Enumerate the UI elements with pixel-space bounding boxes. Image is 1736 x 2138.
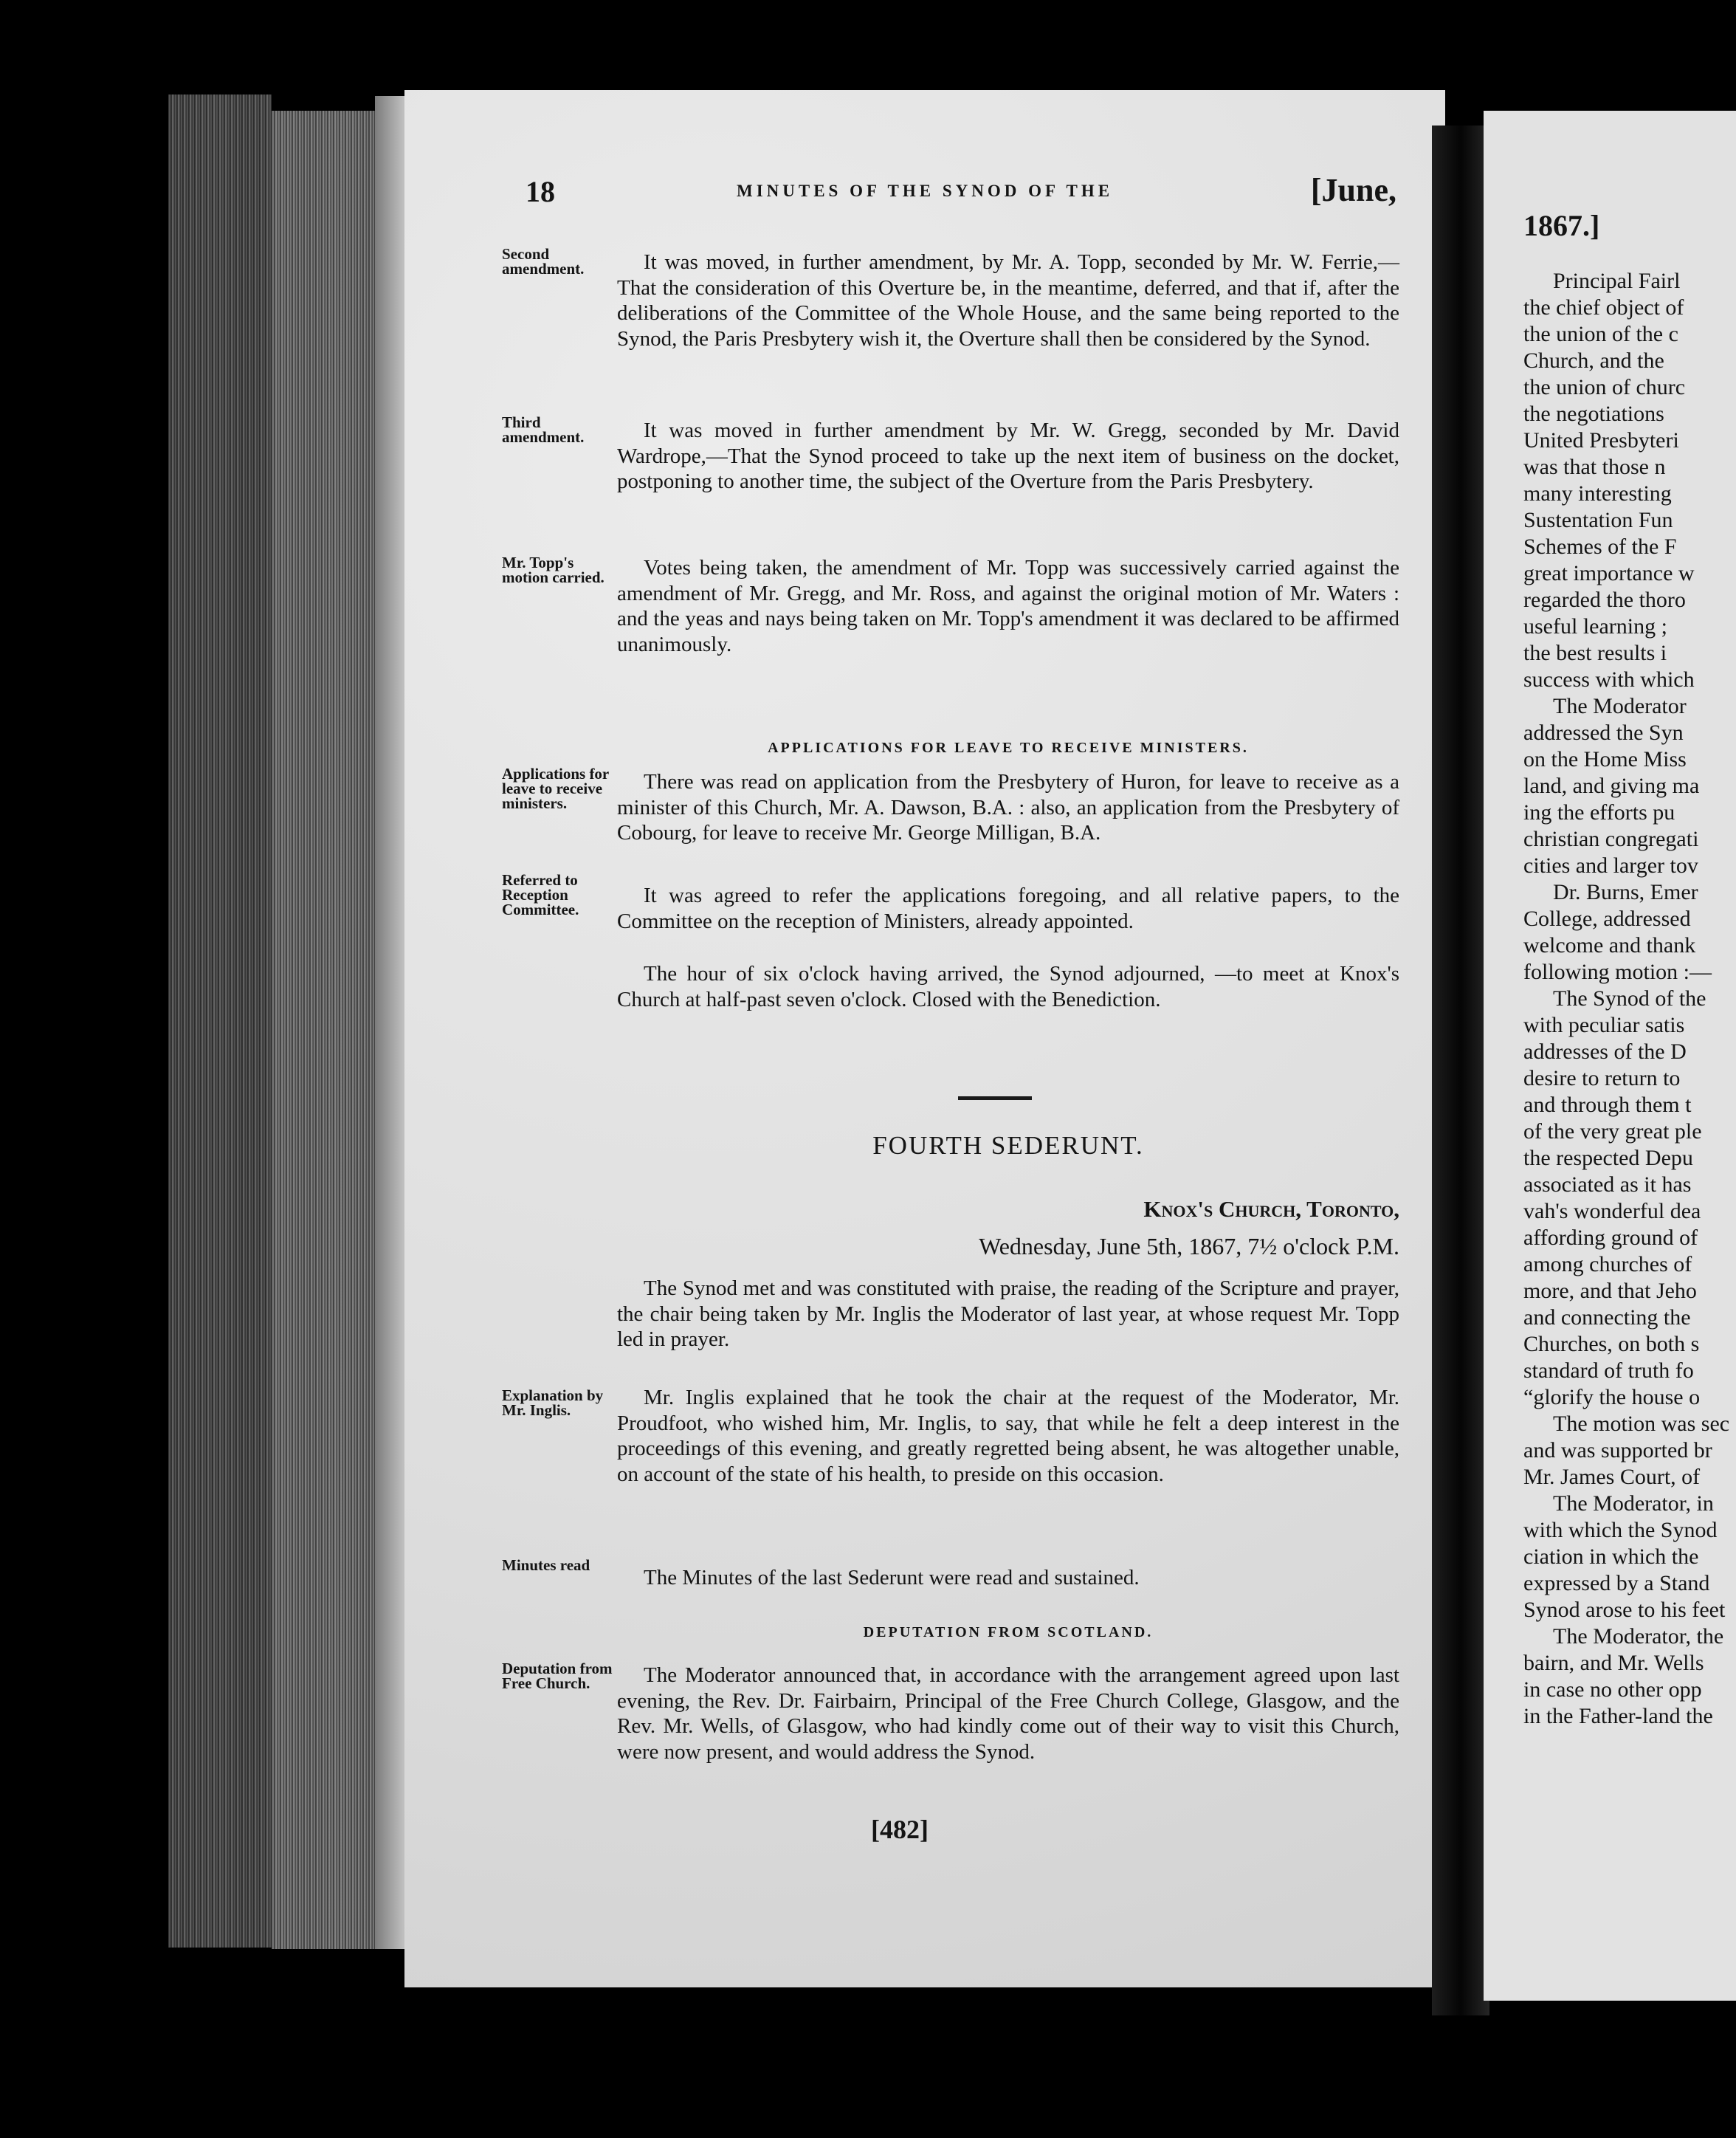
right-page-line: in the Father-land the bbox=[1523, 1704, 1713, 1728]
paragraph-referred bbox=[617, 883, 1399, 934]
paragraph-third-amendment bbox=[617, 418, 1399, 495]
paragraph-applications bbox=[617, 769, 1399, 846]
section-divider bbox=[958, 1096, 1032, 1100]
right-page-line: land, and giving ma bbox=[1523, 774, 1700, 798]
paragraph-second-amendment bbox=[617, 250, 1399, 351]
running-head bbox=[526, 171, 1396, 216]
margin-note-second-amendment: Second amendment. bbox=[502, 245, 585, 278]
right-page-line: the negotiations bbox=[1523, 402, 1664, 426]
right-page-line: success with which bbox=[1523, 667, 1695, 692]
right-page-line: addressed the Syn bbox=[1523, 721, 1684, 745]
right-page-line: The Moderator, the bbox=[1553, 1624, 1724, 1649]
right-page-line: in case no other opp bbox=[1523, 1677, 1702, 1702]
margin-note-deputation: Deputation from Free Church. bbox=[502, 1660, 613, 1692]
right-page-line: desire to return to bbox=[1523, 1066, 1681, 1090]
paragraph-text: There was read on application from the Presbytery of Huron, for leave to receive as a minister of this Church, Mr. A. Dawson, B.A. : also, an application from the Presbytery of Cobourg, for leave to receive Mr. George Milligan, B.A. bbox=[617, 770, 1399, 845]
right-page-line: great importance w bbox=[1523, 561, 1695, 585]
right-page-line: following motion :— bbox=[1523, 960, 1712, 984]
right-page-line: with peculiar satis bbox=[1523, 1013, 1685, 1037]
sederunt-date: Wednesday, June 5th, 1867, 7½ o'clock P.M. bbox=[979, 1233, 1399, 1259]
paragraph-text: It was moved in further amendment by Mr. W. Gregg, seconded by Mr. David Wardrope,—That the Synod proceed to take up the next item of business on the docket, postponing to another time, the subject of the Overture from the Paris Presbytery. bbox=[617, 419, 1399, 494]
right-page-line: bairn, and Mr. Wells bbox=[1523, 1651, 1704, 1675]
right-page bbox=[1484, 111, 1736, 2001]
margin-note-minutes-read: Minutes read bbox=[502, 1556, 590, 1574]
right-page-line: standard of truth fo bbox=[1523, 1358, 1694, 1383]
paragraph-text: Votes being taken, the amendment of Mr. Topp was successively carried against the amendment of Mr. Gregg, and Mr. Ross, and against the original motion of Mr. Waters : and the yeas and nays being taken on Mr. Topp's amendment it was declared to be affirmed unanimously. bbox=[617, 556, 1399, 656]
right-page-line: more, and that Jeho bbox=[1523, 1279, 1697, 1303]
right-page-line: “glorify the house o bbox=[1523, 1385, 1701, 1409]
margin-note-referred: Referred to Reception Committee. bbox=[502, 871, 579, 918]
right-page-header: 1867.] bbox=[1523, 209, 1600, 242]
right-page-line: The Moderator bbox=[1553, 694, 1687, 718]
running-date: [June, bbox=[1310, 172, 1396, 208]
right-page-line: christian congregati bbox=[1523, 827, 1699, 851]
right-page-column bbox=[1523, 111, 1736, 1730]
right-page-line: Sustentation Fun bbox=[1523, 508, 1673, 532]
right-page-line: useful learning ; bbox=[1523, 614, 1667, 639]
right-page-line: Churches, on both s bbox=[1523, 1332, 1700, 1356]
right-page-line: was that those n bbox=[1523, 455, 1666, 479]
book-gutter bbox=[1432, 126, 1489, 2015]
right-page-line: the respected Depu bbox=[1523, 1146, 1693, 1170]
right-page-line: many interesting bbox=[1523, 481, 1672, 506]
right-page-line: with which the Synod bbox=[1523, 1518, 1718, 1542]
right-page-line: Dr. Burns, Emer bbox=[1553, 880, 1698, 904]
paragraph-deputation bbox=[617, 1663, 1399, 1764]
right-page-line: Principal Fairl bbox=[1553, 269, 1681, 293]
right-page-line: cities and larger tov bbox=[1523, 853, 1698, 878]
paragraph-text: The Moderator announced that, in accordance with the arrangement agreed upon last evening, the Rev. Dr. Fairbairn, Principal of the Free Church College, Glasgow, and the Rev. Mr. Wells, of Glasgow, who had kindly come out of their way to visit this Church, were now present, and would address the Synod. bbox=[617, 1663, 1399, 1764]
paragraph-text: The hour of six o'clock having arrived, the Synod adjourned, —to meet at Knox's Church at half-past seven o'clock. Closed with the Benediction. bbox=[617, 962, 1399, 1011]
paragraph-text: Mr. Inglis explained that he took the chair at the request of the Moderator, Mr. Proudfoot, who wished him, Mr. Inglis, to say, that while he felt a deep interest in the proceedings of this evening, and greatly regretted being absent, he was altogether unable, on account of the state of his health, to preside on this occasion. bbox=[617, 1386, 1399, 1486]
right-page-line: the best results i bbox=[1523, 641, 1667, 665]
paragraph-synod-met bbox=[617, 1276, 1399, 1352]
right-page-line: of the very great ple bbox=[1523, 1119, 1702, 1144]
right-page-line: United Presbyteri bbox=[1523, 428, 1679, 453]
right-page-line: among churches of bbox=[1523, 1252, 1692, 1276]
right-page-line: Synod arose to his feet bbox=[1523, 1598, 1726, 1622]
right-page-line: Schemes of the F bbox=[1523, 534, 1677, 559]
paragraph-text: It was agreed to refer the applications foregoing, and all relative papers, to the Committee on the reception of Ministers, already appointed. bbox=[617, 884, 1399, 933]
right-page-line: ciation in which the bbox=[1523, 1544, 1699, 1569]
sederunt-place: Knox's Church, Toronto, bbox=[1143, 1196, 1399, 1222]
paragraph-text: It was moved, in further amendment, by Mr. A. Topp, seconded by Mr. W. Ferrie,—That the consideration of this Overture be, in the meantime, deferred, and that if, after the deliberations of the Committee of the Whole House, and the same being reported to the Synod, the Paris Presbytery wish it, the Overture shall then be considered by the Synod. bbox=[617, 250, 1399, 351]
right-page-line: affording ground of bbox=[1523, 1226, 1698, 1250]
paragraph-topp-motion bbox=[617, 555, 1399, 657]
right-page-line: ing the efforts pu bbox=[1523, 800, 1675, 825]
margin-note-third-amendment: Third amendment. bbox=[502, 413, 585, 446]
paragraph-text: The Synod met and was constituted with praise, the reading of the Scripture and prayer, the chair being taken by Mr. Inglis the Moderator of last year, at whose request Mr. Topp led in prayer. bbox=[617, 1276, 1399, 1352]
page-number: 18 bbox=[526, 175, 555, 208]
right-page-line: The motion was sec bbox=[1553, 1412, 1730, 1436]
right-page-line: expressed by a Stand bbox=[1523, 1571, 1710, 1595]
right-page-line: the union of the c bbox=[1523, 322, 1678, 346]
paragraph-minutes-read bbox=[617, 1565, 1399, 1591]
right-page-line: and through them t bbox=[1523, 1093, 1692, 1117]
margin-note-applications: Applications for leave to receive ministers. bbox=[502, 765, 609, 812]
right-page-line: vah's wonderful dea bbox=[1523, 1199, 1701, 1223]
right-page-line: The Moderator, in bbox=[1553, 1491, 1714, 1516]
right-page-line: addresses of the D bbox=[1523, 1039, 1687, 1064]
margin-note-explanation: Explanation by Mr. Inglis. bbox=[502, 1386, 604, 1419]
right-page-line: College, addressed bbox=[1523, 907, 1691, 931]
right-page-line: and was supported br bbox=[1523, 1438, 1712, 1462]
right-page-line: the union of churc bbox=[1523, 375, 1686, 399]
paragraph-explanation bbox=[617, 1385, 1399, 1487]
book-fore-edge bbox=[168, 94, 272, 1948]
paragraph-adjourned bbox=[617, 961, 1399, 1012]
right-page-lines bbox=[1523, 268, 1736, 1730]
sederunt-title: FOURTH SEDERUNT. bbox=[872, 1131, 1144, 1160]
right-page-line: Church, and the bbox=[1523, 348, 1664, 373]
right-page-line: and connecting the bbox=[1523, 1305, 1691, 1330]
margin-note-topp-motion: Mr. Topp's motion carried. bbox=[502, 554, 604, 586]
right-page-line: regarded the thoro bbox=[1523, 588, 1686, 612]
section-heading-applications: APPLICATIONS FOR LEAVE TO RECEIVE MINISTERS. bbox=[768, 740, 1249, 756]
running-title: MINUTES OF THE SYNOD OF THE bbox=[737, 182, 1114, 200]
page-footer-number: [482] bbox=[871, 1815, 929, 1844]
right-page-line: Mr. James Court, of bbox=[1523, 1465, 1701, 1489]
book-fore-edge-inner bbox=[272, 111, 375, 1949]
right-page-line: the chief object of bbox=[1523, 295, 1684, 320]
right-page-line: on the Home Miss bbox=[1523, 747, 1687, 771]
right-page-line: The Synod of the bbox=[1553, 986, 1706, 1011]
right-page-line: associated as it has bbox=[1523, 1172, 1692, 1197]
right-page-line: welcome and thank bbox=[1523, 933, 1696, 958]
paragraph-text: The Minutes of the last Sederunt were read and sustained. bbox=[644, 1566, 1140, 1589]
section-heading-deputation: DEPUTATION FROM SCOTLAND. bbox=[863, 1624, 1154, 1640]
